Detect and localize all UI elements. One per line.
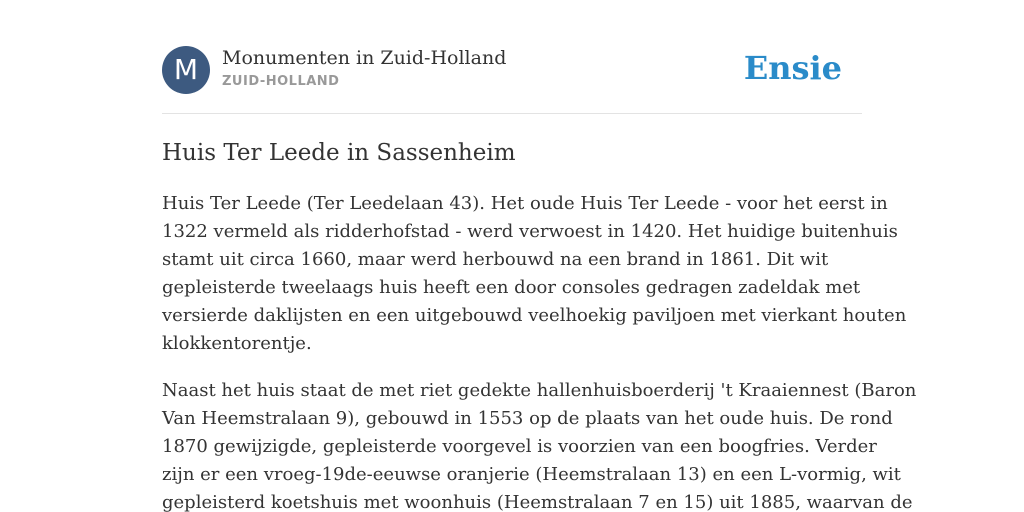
- paragraph-line: klokkentorentje.: [162, 333, 312, 354]
- paragraph-line: 1870 gewijzigde, gepleisterde voorgevel is voorzien van een boogfries. Verder: [162, 436, 877, 457]
- paragraph-line: stamt uit circa 1660, maar werd herbouwd na een brand in 1861. Dit wit: [162, 249, 829, 270]
- paragraph-line: Van Heemstralaan 9), gebouwd in 1553 op de plaats van het oude huis. De rond: [162, 408, 893, 429]
- publication-avatar[interactable]: M: [162, 46, 210, 94]
- paragraph-line: gepleisterd koetshuis met woonhuis (Heemstralaan 7 en 15) uit 1885, waarvan de: [162, 492, 913, 512]
- paragraph-line: gepleisterde tweelaags huis heeft een door consoles gedragen zadeldak met: [162, 277, 861, 298]
- article-paragraph-1: [162, 190, 907, 358]
- article-paragraph-2: [162, 377, 917, 512]
- publication-region: ZUID-HOLLAND: [222, 74, 340, 89]
- article-title: Huis Ter Leede in Sassenheim: [162, 140, 516, 166]
- paragraph-line: Huis Ter Leede (Ter Leedelaan 43). Het oude Huis Ter Leede - voor het eerst in: [162, 193, 888, 214]
- article-body: [162, 190, 917, 512]
- ensie-logo[interactable]: Ensie: [743, 49, 842, 87]
- paragraph-line: Naast het huis staat de met riet gedekte hallenhuisboerderij 't Kraaiennest (Baron: [162, 380, 917, 401]
- paragraph-line: versierde daklijsten en een uitgebouwd veelhoekig paviljoen met vierkant houten: [162, 305, 907, 326]
- publication-header: [162, 46, 862, 96]
- publication-name[interactable]: Monumenten in Zuid-Holland: [222, 47, 507, 69]
- header-divider: [162, 113, 862, 114]
- paragraph-line: 1322 vermeld als ridderhofstad - werd verwoest in 1420. Het huidige buitenhuis: [162, 221, 898, 242]
- paragraph-line: zijn er een vroeg-19de-eeuwse oranjerie (Heemstralaan 13) en een L-vormig, wit: [162, 464, 901, 485]
